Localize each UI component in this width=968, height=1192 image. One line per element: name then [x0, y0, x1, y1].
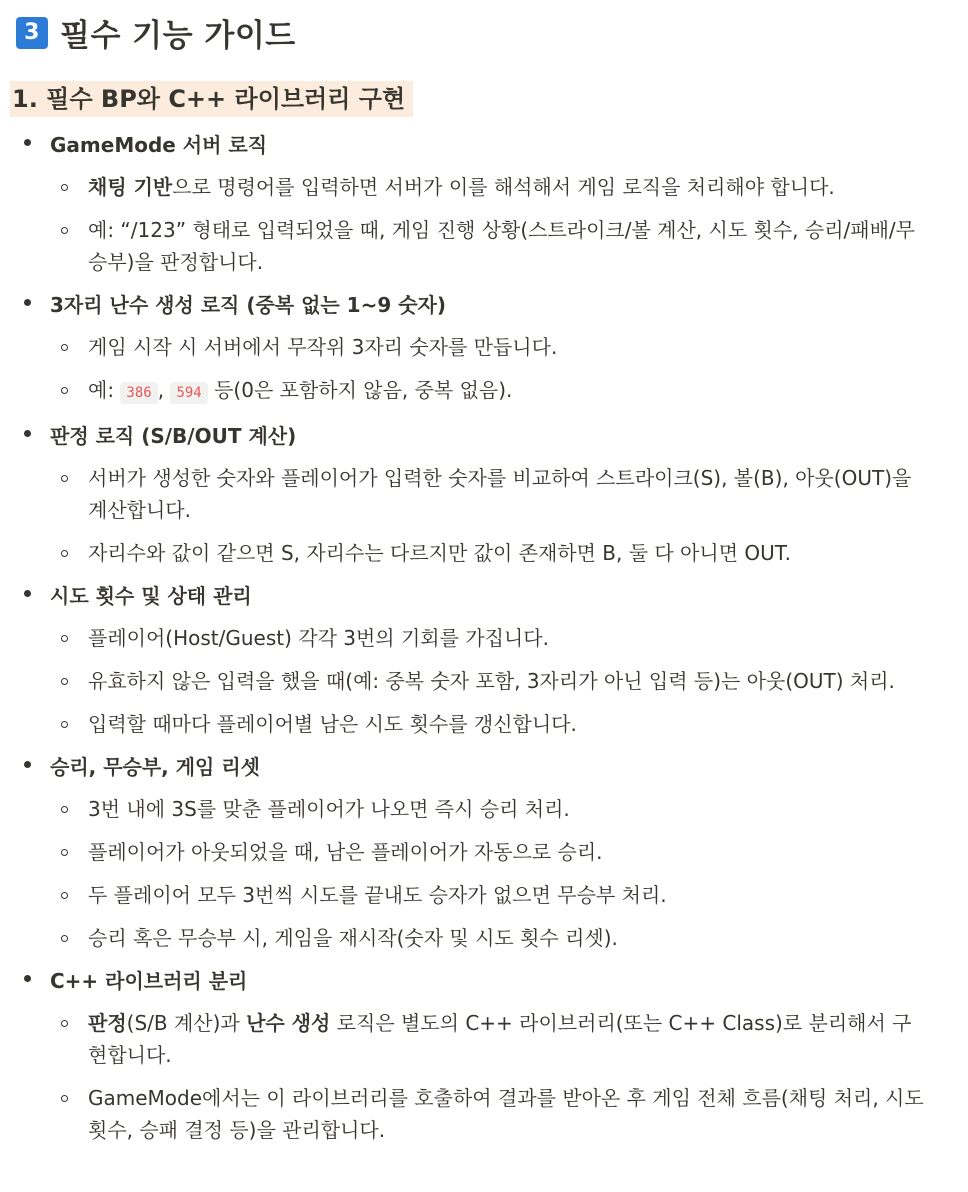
- circle-bullet-icon: [61, 892, 68, 899]
- bold-text: 채팅 기반: [88, 175, 173, 199]
- sub-list-item: [50, 788, 968, 831]
- item-text: 유효하지 않은 입력을 했을 때(예: 중복 숫자 포함, 3자리가 아닌 입력 등)는 아웃(OUT) 처리.: [88, 669, 895, 693]
- circle-bullet-icon: [61, 721, 68, 728]
- bullet-icon: [24, 590, 31, 597]
- bullet-icon: [24, 975, 31, 982]
- bullet-icon: [24, 430, 31, 437]
- circle-bullet-icon: [61, 387, 68, 394]
- item-text: 예: “/123” 형태로 입력되었을 때, 게임 진행 상황(스트라이크/볼 계산, 시도 횟수, 승리/패배/무승부)을 판정합니다.: [88, 218, 915, 274]
- list-item: [0, 284, 968, 415]
- circle-bullet-icon: [61, 184, 68, 191]
- sub-list-item: [50, 660, 968, 703]
- circle-bullet-icon: [61, 227, 68, 234]
- item-text: 두 플레이어 모두 3번씩 시도를 끝내도 승자가 없으면 무승부 처리.: [88, 883, 667, 907]
- bold-text: 판정: [88, 1011, 127, 1035]
- number-3-icon: 3: [16, 17, 48, 49]
- item-text: 으로 명령어를 입력하면 서버가 이를 해석해서 게임 로직을 처리해야 합니다.: [172, 175, 835, 199]
- circle-bullet-icon: [61, 849, 68, 856]
- item-text: 승리 혹은 무승부 시, 게임을 재시작(숫자 및 시도 횟수 리셋).: [88, 926, 618, 950]
- list-item: [0, 415, 968, 575]
- sub-list: [50, 1002, 968, 1152]
- sub-list-item: [50, 369, 968, 415]
- circle-bullet-icon: [61, 935, 68, 942]
- item-text: (S/B 계산)과: [126, 1011, 247, 1035]
- list-item: [0, 960, 968, 1152]
- page-title: 필수 기능 가이드: [60, 18, 296, 54]
- item-text: 플레이어가 아웃되었을 때, 남은 플레이어가 자동으로 승리.: [88, 840, 603, 864]
- list-item: [0, 746, 968, 960]
- list-item-title: GameMode 서버 로직: [50, 133, 268, 157]
- list-item-title: 판정 로직 (S/B/OUT 계산): [50, 424, 297, 448]
- item-text: 등(0은 포함하지 않음, 중복 없음).: [207, 378, 513, 402]
- subsection-heading: 1. 필수 BP와 C++ 라이브러리 구현: [10, 81, 413, 117]
- list-item: [0, 124, 968, 284]
- circle-bullet-icon: [61, 475, 68, 482]
- sub-list-item: [50, 457, 968, 532]
- circle-bullet-icon: [61, 806, 68, 813]
- item-text: GameMode에서는 이 라이브러리를 호출하여 결과를 받아온 후 게임 전체 흐름(채팅 처리, 시도 횟수, 승패 결정 등)을 관리합니다.: [88, 1086, 924, 1142]
- circle-bullet-icon: [61, 1020, 68, 1027]
- bold-text: 난수 생성: [246, 1011, 331, 1035]
- sub-list-item: [50, 1077, 968, 1152]
- item-text: 로직은 별도의 C++ 라이브러리(또는 C++ Class)로 분리해서 구현합니다.: [88, 1011, 912, 1067]
- sub-list-item: [50, 874, 968, 917]
- sub-list-item: [50, 326, 968, 369]
- list-item-title: 시도 횟수 및 상태 관리: [50, 584, 252, 608]
- item-text: 자리수와 값이 같으면 S, 자리수는 다르지만 값이 존재하면 B, 둘 다 아니면 OUT.: [88, 541, 791, 565]
- list-item-title: 3자리 난수 생성 로직 (중복 없는 1~9 숫자): [50, 293, 447, 317]
- sub-list-item: [50, 703, 968, 746]
- sub-list: [50, 788, 968, 960]
- sub-list-item: [50, 1002, 968, 1077]
- item-text: 게임 시작 시 서버에서 무작위 3자리 숫자를 만듭니다.: [88, 335, 558, 359]
- circle-bullet-icon: [61, 1095, 68, 1102]
- inline-code: 594: [170, 382, 207, 404]
- sub-list-item: [50, 831, 968, 874]
- circle-bullet-icon: [61, 635, 68, 642]
- inline-code: 386: [120, 382, 157, 404]
- sub-list: [50, 166, 968, 284]
- section-heading: [16, 10, 296, 55]
- item-text: 3번 내에 3S를 맞춘 플레이어가 나오면 즉시 승리 처리.: [88, 797, 570, 821]
- list-item: [0, 575, 968, 746]
- circle-bullet-icon: [61, 678, 68, 685]
- bullet-icon: [24, 139, 31, 146]
- sub-list: [50, 617, 968, 746]
- bullet-icon: [24, 761, 31, 768]
- sub-list-item: [50, 532, 968, 575]
- list-item-title: C++ 라이브러리 분리: [50, 969, 248, 993]
- item-text: 예:: [88, 378, 121, 402]
- item-text: 서버가 생성한 숫자와 플레이어가 입력한 숫자를 비교하여 스트라이크(S), 볼(B), 아웃(OUT)을 계산합니다.: [88, 466, 912, 522]
- sub-list-item: [50, 617, 968, 660]
- item-text: 플레이어(Host/Guest) 각각 3번의 기회를 가집니다.: [88, 626, 549, 650]
- list-item-title: 승리, 무승부, 게임 리셋: [50, 755, 260, 779]
- circle-bullet-icon: [61, 344, 68, 351]
- sub-list-item: [50, 917, 968, 960]
- sub-list: [50, 326, 968, 415]
- bullet-icon: [24, 299, 31, 306]
- sub-list-item: [50, 209, 968, 284]
- sub-list-item: [50, 166, 968, 209]
- sub-list: [50, 457, 968, 575]
- feature-list: [0, 124, 968, 1152]
- item-text: 입력할 때마다 플레이어별 남은 시도 횟수를 갱신합니다.: [88, 712, 577, 736]
- circle-bullet-icon: [61, 550, 68, 557]
- separator-text: ,: [157, 378, 171, 402]
